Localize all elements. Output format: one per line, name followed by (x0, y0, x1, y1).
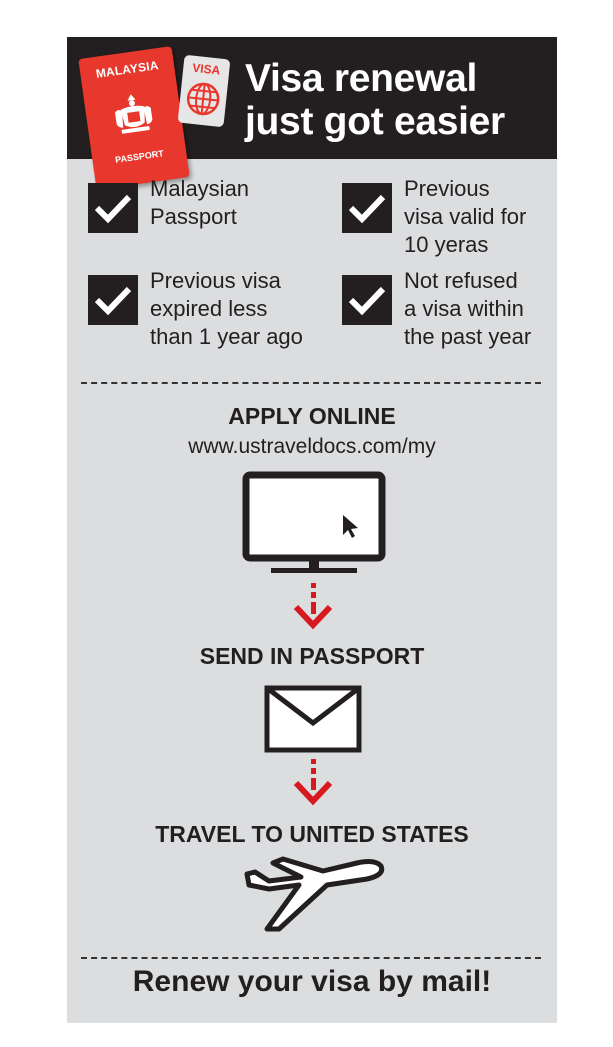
visa-card-icon (178, 55, 231, 127)
envelope-icon (264, 685, 362, 753)
requirement-line: expired less (150, 296, 268, 321)
requirement-text (404, 175, 526, 259)
checkmark-icon (342, 183, 392, 233)
visa-label-text: VISA (191, 60, 221, 78)
header-banner (67, 37, 557, 165)
passport-country-text: MALAYSIA (94, 58, 160, 81)
checkmark-icon (88, 275, 138, 325)
requirement-text (150, 175, 249, 231)
infographic-card (67, 37, 557, 1023)
requirement-line: the past year (404, 324, 532, 349)
requirement-text (150, 267, 303, 351)
down-arrow-icon (292, 583, 336, 635)
title-line-2: just got easier (245, 100, 505, 143)
checkmark-icon (342, 275, 392, 325)
checkbox-icon (88, 183, 138, 233)
passport-icon (78, 46, 189, 190)
airplane-icon (239, 855, 389, 941)
checkbox-icon (88, 275, 138, 325)
step-apply-online: APPLY ONLINE (228, 403, 396, 429)
requirement-line: Previous visa (150, 268, 281, 293)
footer-slogan: Renew your visa by mail! (132, 965, 492, 998)
requirement-line: visa valid for (404, 204, 527, 229)
down-arrow-icon (292, 759, 336, 811)
apply-url: www.ustraveldocs.com/my (188, 435, 436, 458)
requirement-line: Malaysian (150, 176, 250, 201)
requirement-line: a visa within (404, 296, 524, 321)
requirement-line: Previous (404, 176, 490, 201)
checkbox-icon (342, 275, 392, 325)
coat-of-arms-icon (111, 89, 157, 138)
passport-label-text: PASSPORT (114, 148, 165, 165)
dashed-divider (81, 382, 541, 384)
checkmark-icon (88, 183, 138, 233)
page-title (245, 57, 505, 143)
requirement-text (404, 267, 531, 351)
step-send-passport: SEND IN PASSPORT (199, 643, 425, 669)
title-line-1: Visa renewal (245, 57, 477, 100)
globe-icon (184, 80, 221, 117)
requirement-line: Passport (150, 204, 237, 229)
step-travel: TRAVEL TO UNITED STATES (155, 821, 469, 847)
checkbox-icon (342, 183, 392, 233)
requirement-line: 10 yeras (404, 232, 489, 257)
computer-monitor-icon (241, 470, 387, 578)
requirement-line: than 1 year ago (150, 324, 303, 349)
dashed-divider (81, 957, 541, 959)
requirement-line: Not refused (404, 268, 518, 293)
